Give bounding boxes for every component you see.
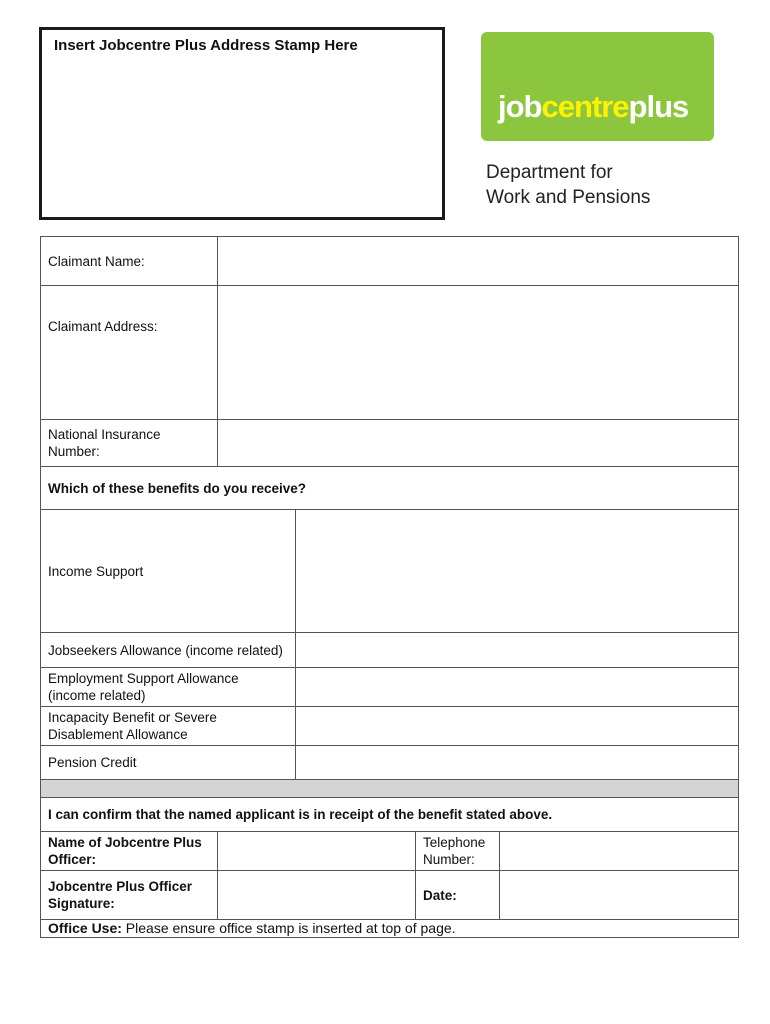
- telephone-label: Telephone Number:: [416, 832, 500, 871]
- benefits-question: Which of these benefits do you receive?: [41, 467, 739, 510]
- officer-name-label: Name of Jobcentre Plus Officer:: [41, 832, 218, 871]
- claimant-name-field[interactable]: [218, 237, 739, 286]
- department-line-1: Department for: [486, 162, 613, 183]
- address-stamp-box: [39, 27, 445, 220]
- claimant-name-label: Claimant Name:: [41, 237, 218, 286]
- benefit-incapacity-label: Incapacity Benefit or Severe Disablement Allowance: [41, 707, 296, 746]
- telephone-field[interactable]: [500, 832, 739, 871]
- office-use-text: Please ensure office stamp is inserted at top of page.: [121, 920, 456, 936]
- benefit-esa-label: Employment Support Allowance (income related): [41, 668, 296, 707]
- claimant-form: [40, 236, 739, 938]
- benefit-jsa-label: Jobseekers Allowance (income related): [41, 633, 296, 668]
- benefit-esa-field[interactable]: [296, 668, 739, 707]
- department-line-2: Work and Pensions: [486, 187, 651, 208]
- officer-signature-label: Jobcentre Plus Officer Signature:: [41, 871, 218, 920]
- ni-number-field[interactable]: [218, 420, 739, 467]
- benefit-pension-credit-field[interactable]: [296, 746, 739, 780]
- claimant-address-label: Claimant Address:: [41, 286, 218, 420]
- logo-wordmark: jobcentreplus: [498, 89, 689, 124]
- claimant-address-field[interactable]: [218, 286, 739, 420]
- benefit-income-support-label: Income Support: [41, 510, 296, 633]
- officer-name-field[interactable]: [218, 832, 416, 871]
- date-field[interactable]: [500, 871, 739, 920]
- benefit-pension-credit-label: Pension Credit: [41, 746, 296, 780]
- confirmation-statement: I can confirm that the named applicant is in receipt of the benefit stated above.: [41, 798, 739, 832]
- ni-number-label: National Insurance Number:: [41, 420, 218, 467]
- benefit-income-support-field[interactable]: [296, 510, 739, 633]
- office-use-label: Office Use:: [48, 920, 122, 936]
- date-label: Date:: [416, 871, 500, 920]
- benefit-jsa-field[interactable]: [296, 633, 739, 668]
- officer-signature-field[interactable]: [218, 871, 416, 920]
- divider-bar: [41, 780, 739, 798]
- office-use-note: [41, 920, 739, 938]
- benefit-incapacity-field[interactable]: [296, 707, 739, 746]
- stamp-title: Insert Jobcentre Plus Address Stamp Here: [54, 37, 358, 54]
- department-name: [486, 160, 650, 210]
- jobcentreplus-logo: [481, 32, 714, 141]
